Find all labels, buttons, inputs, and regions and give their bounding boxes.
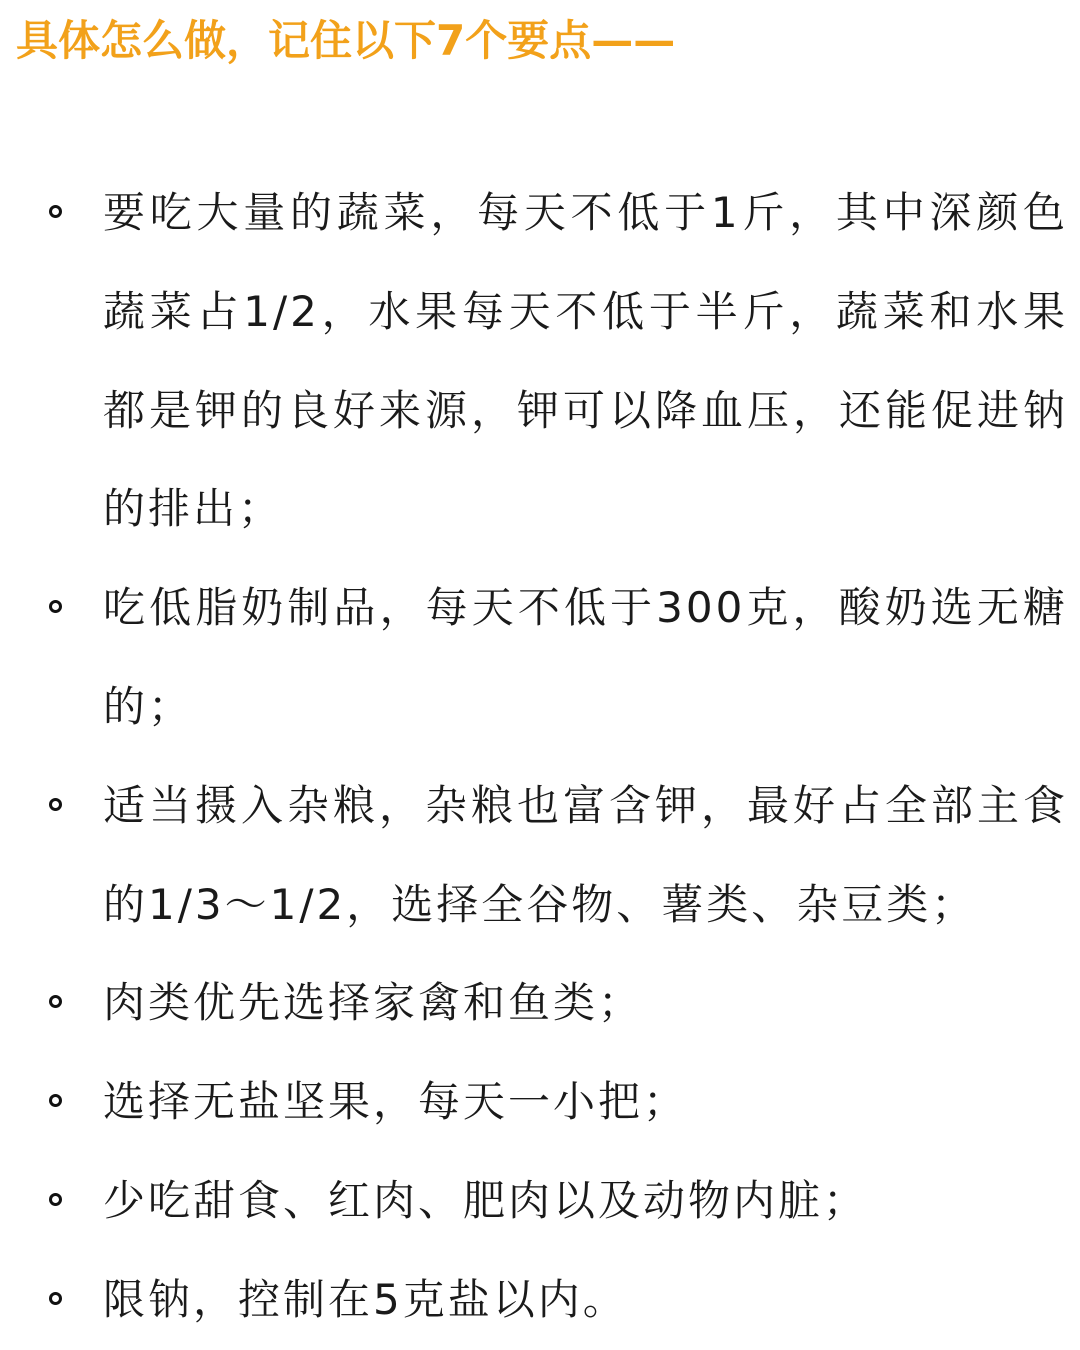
section-heading: 具体怎么做，记住以下7个要点—— [16, 16, 676, 65]
tips-list [0, 164, 1080, 1350]
list-item-text: 适当摄入杂粮，杂粮也富含钾，最好占全部主食的1/3～1/2，选择全谷物、薯类、杂豆类； [103, 780, 1068, 929]
list-item-text: 肉类优先选择家禽和鱼类； [103, 978, 644, 1028]
list-item [0, 1152, 1068, 1251]
list-item [0, 559, 1068, 757]
list-item-text: 少吃甜食、红肉、肥肉以及动物内脏； [103, 1175, 869, 1225]
hollow-circle-bullet-icon [49, 798, 62, 811]
hollow-circle-bullet-icon [49, 1292, 62, 1305]
hollow-circle-bullet-icon [49, 1094, 62, 1107]
list-item-text: 要吃大量的蔬菜，每天不低于1斤，其中深颜色蔬菜占1/2，水果每天不低于半斤，蔬菜和水果都是钾的良好来源，钾可以降血压，还能促进钠的排出； [103, 188, 1068, 534]
list-item [0, 757, 1068, 955]
list-item [0, 954, 1068, 1053]
hollow-circle-bullet-icon [49, 205, 62, 218]
hollow-circle-bullet-icon [49, 995, 62, 1008]
hollow-circle-bullet-icon [49, 600, 62, 613]
list-item [0, 1053, 1068, 1152]
hollow-circle-bullet-icon [49, 1193, 62, 1206]
list-item-text: 选择无盐坚果，每天一小把； [103, 1077, 689, 1127]
list-item [0, 1251, 1068, 1350]
list-item [0, 164, 1068, 559]
list-item-text: 吃低脂奶制品，每天不低于300克，酸奶选无糖的； [103, 583, 1068, 731]
list-item-text: 限钠，控制在5克盐以内。 [103, 1274, 628, 1324]
